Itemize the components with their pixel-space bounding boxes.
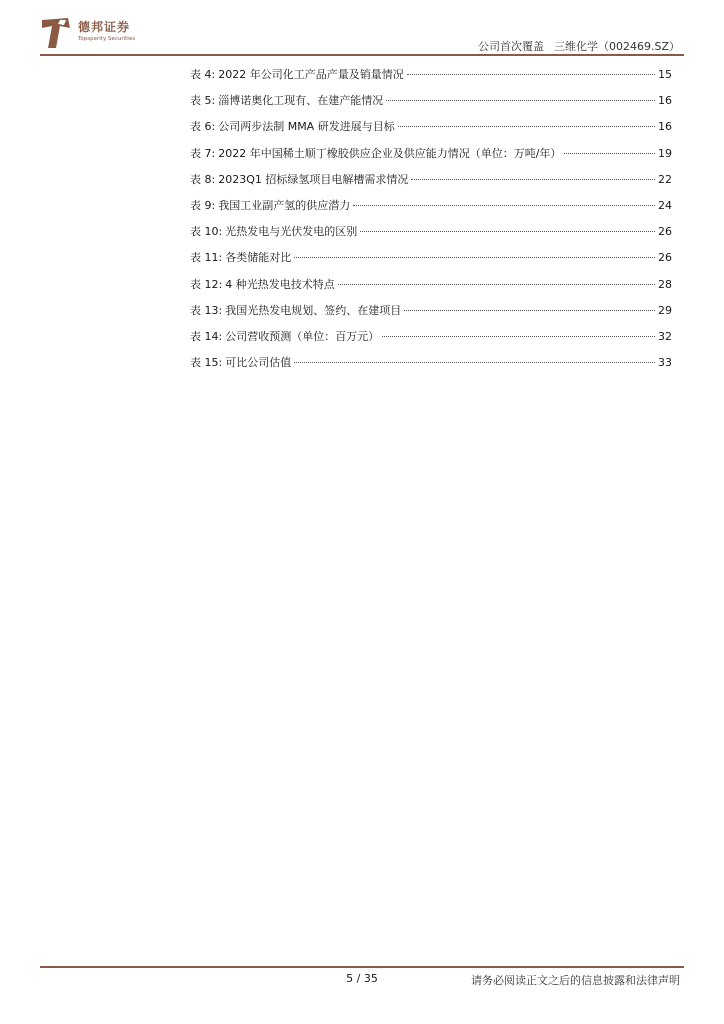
toc-entry-page: 29: [658, 303, 672, 317]
toc-leader-dots: [338, 284, 655, 285]
toc-entry-label: 表 9:: [190, 198, 216, 212]
toc-entry-label: 表 6:: [190, 120, 216, 134]
toc-entry-label: 表 11:: [190, 251, 223, 265]
toc-leader-dots: [386, 100, 655, 101]
toc-entry[interactable]: [190, 172, 672, 198]
toc-entry-title: 4 种光热发电技术特点: [225, 277, 335, 291]
toc-entry-label: 表 15:: [190, 356, 223, 370]
brand-logo: [38, 14, 148, 54]
toc-entry-title: 各类储能对比: [225, 251, 292, 265]
toc-leader-dots: [411, 179, 655, 180]
toc-leader-dots: [294, 257, 655, 258]
table-of-tables: [190, 67, 672, 381]
logo-name-cn: 德邦证券: [78, 20, 131, 34]
toc-entry-page: 19: [658, 146, 672, 160]
toc-entry[interactable]: [190, 198, 672, 224]
toc-entry-label: 表 7:: [190, 146, 216, 160]
toc-entry[interactable]: [190, 329, 672, 355]
page-header-info: [478, 38, 680, 54]
toc-entry-page: 16: [658, 120, 672, 134]
toc-entry[interactable]: [190, 146, 672, 172]
toc-leader-dots: [353, 205, 655, 206]
toc-entry-title: 可比公司估值: [225, 356, 292, 370]
toc-leader-dots: [294, 362, 655, 363]
toc-entry-label: 表 13:: [190, 303, 223, 317]
toc-entry-title: 我国工业副产氢的供应潜力: [218, 198, 351, 212]
toc-entry-label: 表 8:: [190, 172, 216, 186]
toc-entry[interactable]: [190, 355, 672, 381]
toc-leader-dots: [360, 231, 655, 232]
toc-entry-page: 26: [658, 225, 672, 239]
toc-leader-dots: [398, 126, 655, 127]
toc-leader-dots: [382, 336, 655, 337]
legal-disclaimer: 请务必阅读正文之后的信息披露和法律声明: [471, 974, 680, 987]
toc-entry-title: 2023Q1 招标绿氢项目电解槽需求情况: [218, 172, 409, 186]
toc-entry-page: 24: [658, 198, 672, 212]
logo-name-en: Topsperity Securities: [78, 36, 136, 42]
toc-entry-title: 2022 年中国稀土顺丁橡胶供应企业及供应能力情况（单位：万吨/年）: [218, 146, 562, 160]
toc-entry[interactable]: [190, 67, 672, 93]
toc-leader-dots: [564, 153, 655, 154]
report-type: 公司首次覆盖: [477, 40, 544, 53]
toc-entry[interactable]: [190, 250, 672, 276]
toc-entry-page: 32: [658, 329, 672, 343]
toc-entry-label: 表 14:: [190, 329, 223, 343]
toc-entry-title: 公司两步法制 MMA 研发进展与目标: [218, 120, 395, 134]
toc-entry-page: 22: [658, 172, 672, 186]
toc-entry-label: 表 4:: [190, 68, 216, 81]
logo-mark-icon: [38, 14, 74, 50]
toc-entry-label: 表 12:: [190, 277, 223, 291]
footer-divider: [40, 966, 684, 968]
page-number: 5 / 35: [346, 972, 378, 985]
toc-entry-label: 表 5:: [190, 94, 216, 108]
toc-entry-page: 33: [658, 356, 672, 370]
toc-entry[interactable]: [190, 224, 672, 250]
toc-entry-title: 淄博诺奥化工现有、在建产能情况: [218, 94, 384, 108]
toc-leader-dots: [407, 74, 655, 75]
toc-entry-page: 28: [658, 277, 672, 291]
toc-entry-page: 16: [658, 94, 672, 108]
toc-entry[interactable]: [190, 93, 672, 119]
toc-entry-page: 26: [658, 251, 672, 265]
toc-entry-title: 我国光热发电规划、签约、在建项目: [225, 303, 402, 317]
toc-leader-dots: [404, 310, 655, 311]
header-divider: [40, 54, 684, 56]
toc-entry-title: 2022 年公司化工产品产量及销量情况: [218, 68, 404, 81]
toc-entry[interactable]: [190, 119, 672, 145]
toc-entry[interactable]: [190, 277, 672, 303]
toc-entry-title: 公司营收预测（单位：百万元）: [225, 329, 380, 343]
toc-entry-title: 光热发电与光伏发电的区别: [225, 225, 358, 239]
toc-entry-page: 15: [658, 68, 672, 81]
toc-entry-label: 表 10:: [190, 225, 223, 239]
toc-entry[interactable]: [190, 303, 672, 329]
company-name: 三维化学（002469.SZ）: [553, 40, 680, 53]
